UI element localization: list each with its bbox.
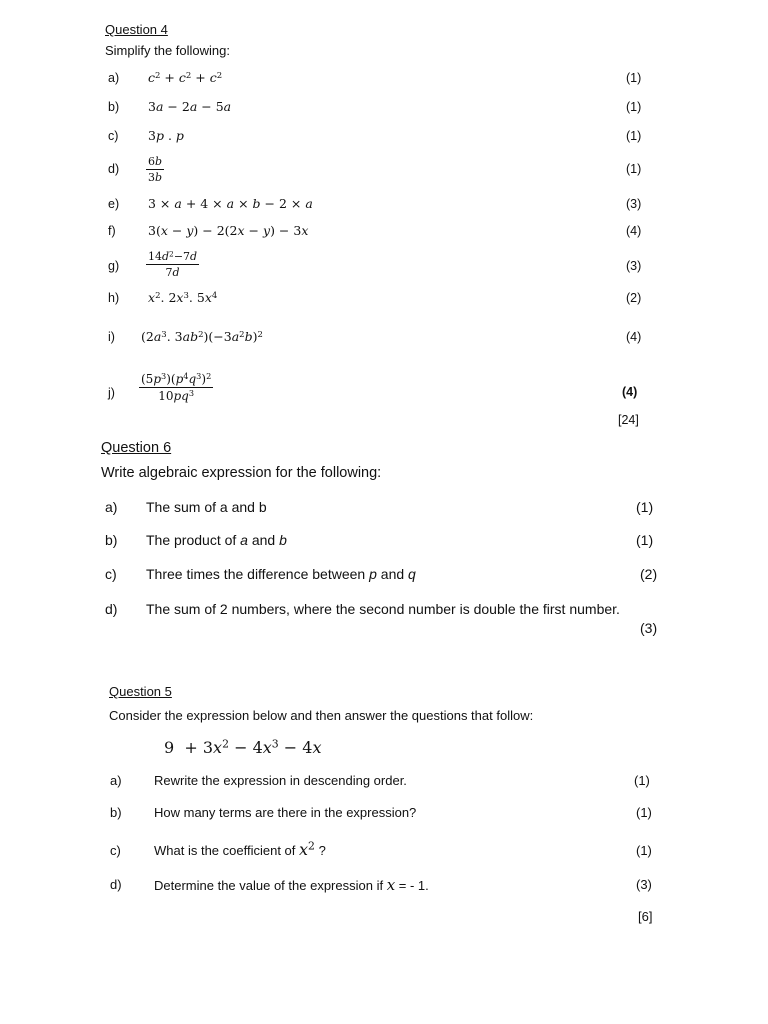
item-marks: (1) bbox=[626, 129, 642, 143]
expression-g: $\frac{14d^2-7d}{7d}$ bbox=[148, 249, 198, 279]
expression-d: $\frac{6b}{3b}$ bbox=[148, 155, 163, 184]
item-label: e) bbox=[108, 197, 120, 211]
item-marks: (1) bbox=[626, 100, 642, 114]
item-label: c) bbox=[110, 843, 121, 858]
item-marks: (1) bbox=[626, 71, 642, 85]
item-text: The sum of a and b bbox=[146, 499, 267, 515]
item-marks: (1) bbox=[626, 162, 642, 176]
item-text: The product of a and b bbox=[146, 532, 287, 548]
item-marks: (1) bbox=[636, 843, 652, 858]
item-marks: (3) bbox=[640, 620, 658, 636]
item-marks: (1) bbox=[636, 805, 652, 820]
expression-a: $c^2 + c^2 + c^2$ bbox=[148, 70, 223, 85]
question-5-total: [6] bbox=[638, 909, 653, 924]
item-label: d) bbox=[105, 601, 118, 617]
given-expression: $9 + 3x^2 - 4x^3 - 4x$ bbox=[164, 737, 322, 757]
item-text: The sum of 2 numbers, where the second number is double the first number. bbox=[146, 601, 620, 617]
item-label: b) bbox=[108, 100, 120, 114]
item-label: c) bbox=[105, 566, 117, 582]
item-label: i) bbox=[108, 330, 115, 344]
question-4-total: [24] bbox=[618, 413, 639, 427]
question-5-instruction: Consider the expression below and then answer the questions that follow: bbox=[109, 708, 534, 723]
item-marks: (4) bbox=[626, 330, 642, 344]
question-4-title: Question 4 bbox=[105, 22, 168, 37]
item-marks: (3) bbox=[636, 877, 652, 892]
item-marks: (1) bbox=[634, 773, 650, 788]
item-marks: (2) bbox=[640, 566, 658, 582]
item-text: Rewrite the expression in descending order. bbox=[154, 773, 407, 788]
item-label: d) bbox=[110, 877, 122, 892]
question-6-instruction: Write algebraic expression for the following: bbox=[101, 465, 382, 481]
item-text: Determine the value of the expression if x = - 1. bbox=[154, 876, 429, 894]
item-marks: (4) bbox=[622, 385, 638, 399]
item-label: a) bbox=[105, 499, 118, 515]
expression-h: $x^2$. $2x^3$. $5x^4$ bbox=[148, 290, 218, 305]
item-marks: (1) bbox=[636, 532, 654, 548]
item-label: a) bbox=[110, 773, 122, 788]
expression-c: 3p . p bbox=[148, 128, 184, 143]
item-label: a) bbox=[108, 71, 120, 85]
expression-e: 3 × a + 4 × a × b − 2 × a bbox=[148, 196, 313, 211]
item-label: j) bbox=[108, 386, 115, 400]
item-label: h) bbox=[108, 291, 120, 305]
question-5-title: Question 5 bbox=[109, 684, 172, 699]
item-label: f) bbox=[108, 224, 116, 238]
item-marks: (3) bbox=[626, 197, 642, 211]
item-label: c) bbox=[108, 129, 119, 143]
item-label: b) bbox=[110, 805, 122, 820]
item-label: g) bbox=[108, 259, 120, 273]
item-marks: (3) bbox=[626, 259, 642, 273]
item-label: d) bbox=[108, 162, 120, 176]
expression-b: 3a − 2a − 5a bbox=[148, 99, 232, 114]
question-4-instruction: Simplify the following: bbox=[105, 43, 230, 58]
item-text: Three times the difference between p and q bbox=[146, 566, 416, 582]
expression-f: 3(x − y) − 2(2x − y) − 3x bbox=[148, 223, 309, 238]
item-marks: (1) bbox=[636, 499, 654, 515]
item-label: b) bbox=[105, 532, 118, 548]
item-text: How many terms are there in the expression? bbox=[154, 805, 417, 820]
expression-i: ($2a^3$. $3ab^2)(-3a^2b)^2$ bbox=[141, 329, 263, 344]
expression-j: $\frac{(5p^3)(p^4q^3)^2}{10pq^3}$ bbox=[141, 370, 212, 403]
item-marks: (4) bbox=[626, 224, 642, 238]
item-text: What is the coefficient of $x^2$ ? bbox=[154, 839, 326, 859]
question-6-title: Question 6 bbox=[101, 440, 172, 456]
item-marks: (2) bbox=[626, 291, 642, 305]
